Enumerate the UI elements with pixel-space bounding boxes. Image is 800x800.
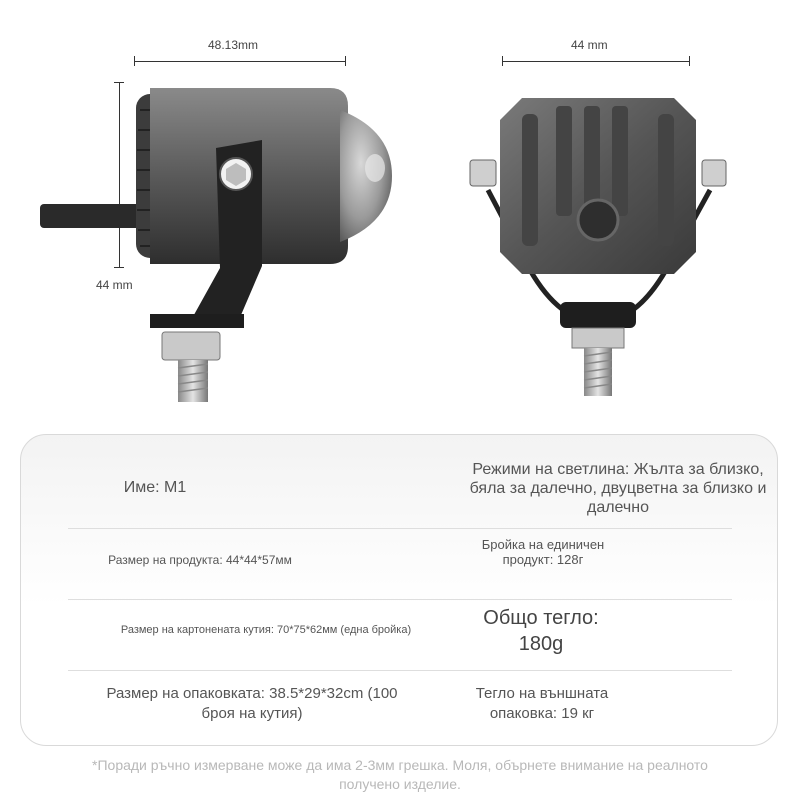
spec-unit-weight: Бройка на единичен продукт: 128г — [481, 537, 605, 567]
spec-gross-weight-label: Общо тегло: — [483, 607, 599, 629]
side-height-label: 44 mm — [96, 278, 133, 292]
spec-outer-weight: Тегло на външната опаковка: 19 кг — [475, 685, 609, 722]
front-width-line — [502, 61, 690, 62]
spec-name: Име: M1 — [123, 479, 187, 496]
spec-divider-3 — [68, 670, 732, 671]
spec-divider-1 — [68, 528, 732, 529]
spec-gross-weight-value: 180g — [518, 633, 564, 655]
front-width-label: 44 mm — [571, 38, 608, 52]
measurement-footnote: *Поради ръчно измерване може да има 2-3мм грешка. Моля, обърнете внимание на реалното получено изделие. — [92, 757, 708, 792]
side-view-image — [40, 70, 420, 410]
front-width-tick-right — [689, 56, 690, 66]
spec-product-size: Размер на продукта: 44*44*57мм — [108, 553, 292, 567]
spec-package-size: Размер на опаковката: 38.5*29*32cm (100 броя на кутия) — [106, 685, 398, 722]
spec-light-modes: Режими на светлина: Жълта за близко, бяла за далечно, двуцветна за близко и далечно — [469, 461, 767, 516]
front-width-tick-left — [502, 56, 503, 66]
side-width-tick-left — [134, 56, 135, 66]
spec-divider-2 — [68, 599, 732, 600]
front-view-image — [460, 70, 740, 410]
side-width-line — [134, 61, 346, 62]
spec-carton-size: Размер на картонената кутия: 70*75*62мм (една бройка) — [120, 624, 412, 636]
side-width-label: 48.13mm — [208, 38, 259, 52]
side-width-tick-right — [345, 56, 346, 66]
